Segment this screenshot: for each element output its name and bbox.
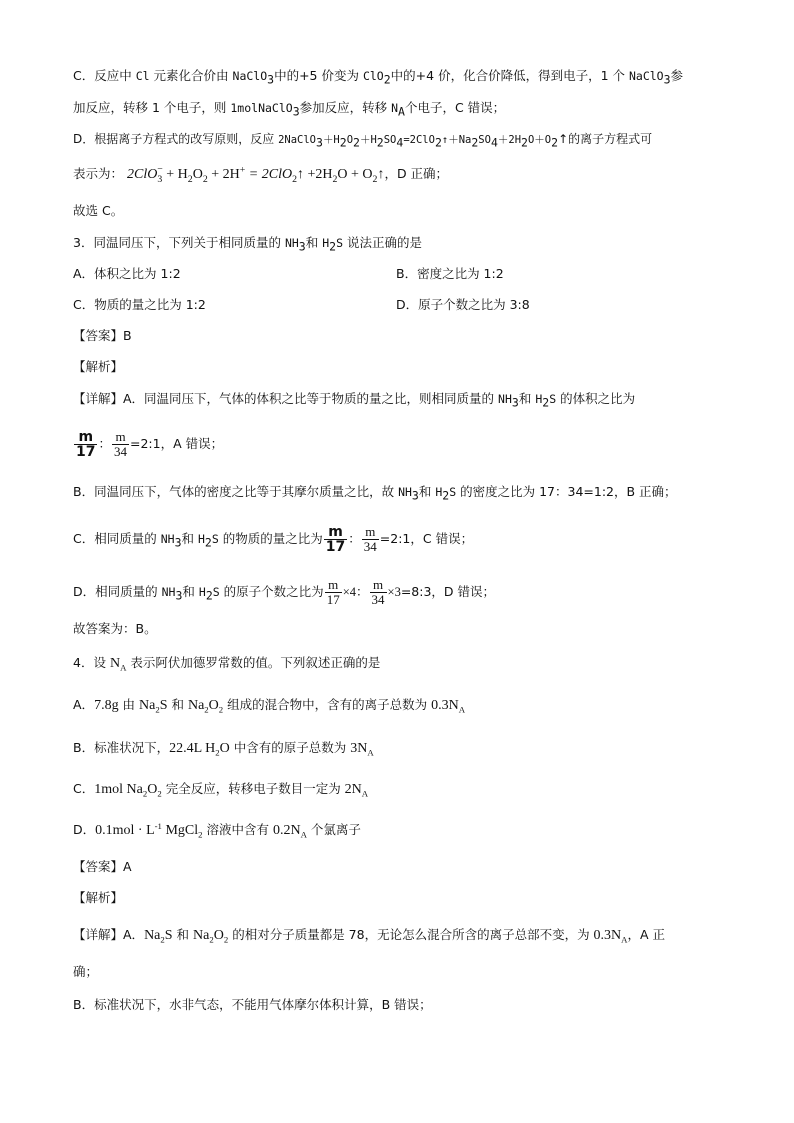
fraction: $\frac{m}{34}$ bbox=[371, 577, 385, 607]
text: 参 bbox=[670, 68, 684, 83]
question-3-option-d: D．原子个数之比为 3:8 bbox=[396, 297, 530, 312]
fraction: $\frac{m}{34}$ bbox=[363, 524, 377, 554]
explanation-d-line-2 bbox=[73, 164, 734, 185]
question-3-detail-a: 【详解】A．同温同压下，气体的体积之比等于物质的量之比，则相同质量的 $NH_3$和 $H_2S$ 的体积之比为 bbox=[73, 391, 636, 410]
question-3-option-c: C．物质的量之比为 1:2 bbox=[73, 297, 206, 312]
text: D．根据离子方程式的改写原则，反应 bbox=[73, 132, 279, 146]
text: ，D 正确； bbox=[384, 166, 449, 181]
formula: O＋O bbox=[527, 134, 552, 146]
subscript: 4 bbox=[490, 135, 498, 150]
question-4-analysis-heading: 【解析】 bbox=[73, 890, 124, 905]
formula: ＋2H bbox=[497, 134, 522, 146]
text: Cl bbox=[135, 69, 150, 83]
fraction: $\frac{m}{17}$ bbox=[326, 577, 340, 607]
question-4-answer: 【答案】A bbox=[73, 859, 132, 874]
text: 中的+4 价，化合价降低，得到电子，1 个 bbox=[390, 68, 629, 83]
fraction: $\frac{m}{34}$ bbox=[114, 429, 127, 459]
subscript: 2 bbox=[551, 135, 559, 150]
subscript: 2 bbox=[521, 135, 528, 150]
question-3-detail-b: B．同温同压下，气体的密度之比等于其摩尔质量之比，故 $NH_3$和 $H_2S$ 的密度之比为 17：34=1:2，B 正确； bbox=[73, 484, 677, 503]
formula: =2ClO bbox=[403, 134, 435, 146]
question-3-option-a: A．体积之比为 1:2 bbox=[73, 266, 181, 281]
subscript: A bbox=[398, 104, 405, 119]
explanation-c-line-1 bbox=[73, 66, 734, 86]
question-4-detail-a: 【详解】A．$Na_2S$ 和 $Na_2O_2$ 的相对分子质量都是 78，无论怎么混合所含的离子总部不变，为 $0.3N_A$，A 正 bbox=[73, 927, 666, 945]
subscript: 2 bbox=[376, 135, 384, 150]
formula: O bbox=[346, 134, 354, 146]
formula: NaClO bbox=[628, 69, 664, 83]
subscript: 2 bbox=[471, 135, 479, 150]
fraction: $\frac{m}{17}$ bbox=[76, 429, 96, 460]
question-4-stem: 4．设 $N_A$ 表示阿伏加德罗常数的值。下列叙述正确的是 bbox=[73, 655, 381, 673]
formula: SO bbox=[383, 134, 397, 146]
text: 中的+5 价变为 bbox=[274, 68, 363, 83]
formula: ↑＋Na bbox=[441, 134, 472, 146]
text: 个电子，C 错误； bbox=[404, 100, 506, 115]
question-4-option-b: B．标准状况下，22.4L $H_2O$ 中含有的原子总数为 $3N_A$ bbox=[73, 740, 374, 758]
question-3-detail-c: C．相同质量的 $NH_3$和 $H_2S$ 的物质的量之比为 $\frac{m}{17}$ ： $\frac{m}{34}$ =2:1，C 错误； bbox=[73, 524, 474, 555]
subscript: 2 bbox=[434, 135, 442, 150]
question-4-detail-a-continued: 确； bbox=[73, 964, 99, 979]
subscript: 3 bbox=[663, 72, 671, 87]
question-3-detail-d: D．相同质量的 $NH_3$和 $H_2S$ 的原子个数之比为 $\frac{m}{17}$ ×4： $\frac{m}{34}$ ×3=8:3，D 错误； bbox=[73, 577, 496, 607]
formula: ClO bbox=[362, 69, 384, 83]
question-3-answer: 【答案】B bbox=[73, 328, 132, 343]
question-3-conclusion: 故答案为：B。 bbox=[73, 621, 157, 636]
formula: 1molNaClO bbox=[230, 101, 293, 115]
text: 表示为： bbox=[73, 166, 124, 181]
text: ↑的离子方程式可 bbox=[558, 132, 653, 146]
conclusion-line: 故选 C。 bbox=[73, 203, 124, 218]
formula: ＋H bbox=[322, 134, 340, 146]
question-4-option-a: A．7.8g 由 $Na_2S$ 和 $Na_2O_2$ 组成的混合物中，含有的离子总数为 $0.3N_A$ bbox=[73, 697, 466, 715]
subscript: 2 bbox=[339, 135, 347, 150]
question-3-stem: 3．同温同压下，下列关于相同质量的 $NH_3$和 $H_2S$ 说法正确的是 bbox=[73, 235, 423, 254]
question-3-analysis-heading: 【解析】 bbox=[73, 359, 124, 374]
question-4-option-d: D．$0.1mol \cdot L^{-1}$ MgCl$_2$ 溶液中含有 $0.2N_A$ 个氯离子 bbox=[73, 820, 361, 840]
formula: SO bbox=[478, 134, 491, 146]
question-3-detail-a-fraction-line: $\frac{m}{17}$ ： $\frac{m}{34}$ =2:1，A 错误； bbox=[76, 429, 224, 460]
ionic-equation: $2ClO_3^- + H_2O_2 + 2H^+$ = 2ClO$_2$↑ $+2H_2O$ + $O_2↑$ bbox=[127, 164, 385, 185]
formula: 2NaClO bbox=[278, 134, 316, 146]
question-3-option-b: B．密度之比为 1:2 bbox=[396, 266, 504, 281]
question-4-option-c: C．1mol $Na_2O_2$ 完全反应，转移电子数目一定为 $2N_A$ bbox=[73, 781, 369, 799]
subscript: 3 bbox=[292, 104, 300, 119]
subscript: 2 bbox=[353, 135, 360, 150]
formula: ＋H bbox=[359, 134, 377, 146]
text: 加反应，转移 1 个电子，则 bbox=[73, 100, 231, 115]
text: 元素化合价由 bbox=[149, 68, 233, 83]
explanation-d-line-1 bbox=[73, 129, 734, 150]
subscript: 3 bbox=[267, 72, 275, 87]
explanation-c-line-2 bbox=[73, 98, 734, 118]
question-4-detail-b: B．标准状况下，水非气态，不能用气体摩尔体积计算，B 错误； bbox=[73, 997, 432, 1012]
subscript: 2 bbox=[383, 72, 391, 87]
text: 参加反应，转移 bbox=[299, 100, 392, 115]
formula: N bbox=[391, 101, 399, 115]
fraction: $\frac{m}{17}$ bbox=[325, 524, 346, 555]
formula: NaClO bbox=[232, 69, 268, 83]
subscript: 3 bbox=[316, 135, 323, 150]
text: C．反应中 bbox=[73, 68, 136, 83]
subscript: 4 bbox=[396, 135, 404, 150]
